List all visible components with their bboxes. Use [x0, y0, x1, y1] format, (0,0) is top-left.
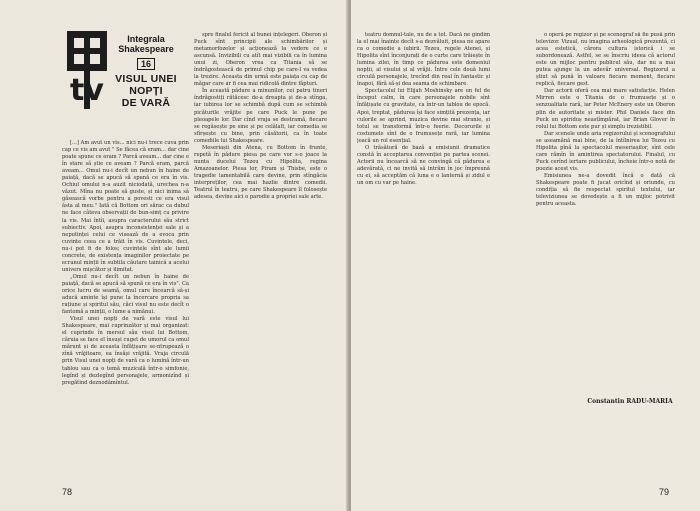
article-title-line1: VISUL UNEI	[115, 73, 177, 85]
paragraph: spre finalul fericit al bunei înțelegeri. Oberon și Puck sînt principii ale schimbărilor și metamorfozelor și acționează la vedere ce e ascunsă. Invizibili cu atît mai vizibili ca în lumina unui zi, Oberon vrea ca Titania să se îndrăgostească de primul chip pe care-l va vedea la trezire. Aceasta din urmă este paiața cu cap de măgar care ar fi cea mai ridicolă dintre făpturi.	[194, 32, 327, 88]
paragraph: Meseriașii din Atena, cu Bottom în frunte, repetă în pădure piesa pe care vor s-o joace la nunta ducelui Tezeu cu Hipolita, regina Amazoanelor. Piesa lor, Piram și Thisbe, este o tragedie lamentabilă care devine, prin stîngăcia interpreților, cea mai hazlie dintre comedii. Teatrul în teatru, pe care Shakespeare îl folosește adesea, devine aici o parodie a propriei sale arte.	[194, 144, 327, 201]
paragraph: [...] Am avut un vis... nici nu-i trece cuva prin cap ce vis am avut " Se făcea că eram... dar cine poate spune ce eram ? Parcă aveam... dar cine e în stare să știe ce aveam ? Parcă eram, parcă aveam... Omul nu-i decît un nebun în haine de paiață, dacă se apucă să spună ce era în vis. Ochiul omului n-a auzit niciodată, urechea n-a văzut. Mîna nu poate să guste, și nici inima să găsească vorbe pentru a povesti ce era visul ăsta al meu." Iată că Bottom ori sărac ca dubul ne face câteva observații de bun-simț cu privire la vis. Mai întîi, asupra caracterului său strict subiectiv. Apoi, asupra inconsistenței sale și a neputinței celui ce visează de a evoca prin cuvinte ceea ce a trăit în vis. Cuvintele, deci, nu-i pot fi de folos; cuvintele sînt ale lumii concrete, de existența imaginilor proiectate pe ecranul minții în subtila căutare tainică a acelui univers mișcător și ilimitat.	[62, 140, 189, 273]
page-number-left: 78	[62, 487, 73, 497]
paragraph: o operă pe regizor și pe scenograf să fie pusă prin televizor. Vizual, nu imagina arheologică prezentă, ci acea estetică, cărora cultura istorică i se subordonează. Astfel, se se înscriu ideea că actorul este un mijloc pentru publicul său, dar nu a mai putea ajunge la un adevăr universal. Regizorul a știut să pună în valoare fiecare moment, fiecare replică, fiecare gest.	[536, 32, 675, 88]
article-title-line3: DE VARĂ	[121, 97, 171, 109]
series-name-line2: Shakespeare	[118, 44, 174, 54]
author-signature: Constantin RADU-MARIA	[587, 398, 673, 405]
text-column-1	[62, 140, 189, 470]
paragraph: Dar actorii oferă cea mai mare satisfacție. Helen Mirren este o Titania de o frumusețe și o senzualitate rară, iar Peter McEnery este un Oberon plin de autoritate și mister. Phil Daniels face din Puck un spiriduș neastîmpărat, iar Brian Glover în rolul lui Bottom este pur și simplu irezistibil.	[536, 88, 675, 130]
article-heading	[113, 34, 179, 109]
tv-logo-icon	[66, 30, 108, 110]
paragraph: Visul unei nopți de vară este visul lui Shakespeare, mai cuprinzător și mai organizat: el cuprinde în mersul său visul lui Bottom, căruia se face el însuși cuget de umorul ca omul mărunt și de aceasta înfățișare se-ntrupează o zînă vrăjitoare, ea însăși vrăjită. Vraja circulă prin Visul unei nopți de vară ca o lumină într-un tablou sau ca o temă muzicală într-o simfonie, legînd și dezlegînd personajele, armonizînd și pregătind deznodămîntul.	[62, 316, 189, 386]
text-column-2	[194, 32, 327, 470]
paragraph: Dar scenele unde aria regizorului și scenografului se aseamănă mai bine, de la întîlnirea lui Tezeu cu Hipolita pînă la spectacolul meseriașilor, sînt cele care rămîn în amintirea spectatorului. Finalul, cu Puck cerînd iertare publicului, încheie într-o notă de poezie acest vis.	[536, 130, 675, 172]
paragraph: Spectacolul lui Elijah Moshinsky are un fel de început calm, în care personajele nobile sînt înfățișate cu gravitate, ca într-un tablou de epocă. Apoi, treptat, pădurea își face simțită prezența, iar culorile se aprind, muzica devine mai stranie, și totul se transformă într-o feerie. Decorurile și costumele sînt de o frumusețe rară, iar lumina joacă un rol esențial.	[357, 88, 490, 144]
paragraph: Emisiunea ne-a dovedit încă o dată că Shakespeare poate fi jucat oricînd și oriunde, cu condiția să fie respectat spiritul textului, iar televiziunea se dovedește a fi un mijloc potrivit pentru aceasta.	[536, 172, 675, 208]
article-title-line2: NOPȚI	[129, 85, 163, 97]
text-column-3	[357, 32, 490, 472]
logo-letters: tv	[70, 73, 104, 108]
paragraph: O trăsătură de bază a emisiunii dramatice constă în acceptarea convenției pe partea scenei. Actorii nu încearcă să ne convingă că pădurea e adevărată, ci ne invită să intrăm în joc împreună cu ei, să acceptăm că luna e o lanternă și zidul e un om cu var pe haine.	[357, 144, 490, 186]
text-column-4	[536, 32, 675, 390]
series-number: 16	[137, 58, 155, 70]
page-number-right: 79	[659, 487, 670, 497]
left-page	[0, 0, 349, 511]
paragraph: teatru domnul-tale, nu de a tot. Dacă ne gîndim la el mai înainte decît s-a dezvăluit, piesa ne apare ca o comedie a iubirii. Tezeu, regele Atenei, și Hipolita sînt înconjurați de o curte care trăiește în lumina zilei, în timp ce pădurea este domeniul nopții, al visului și al vrăjii. Între cele două lumi circulă personajele, trecînd din real în fantastic și înapoi, fără să-și dea seama de schimbare.	[357, 32, 490, 88]
paragraph: În această pădure a minunilor, cei patru tineri îndrăgostiți rătăcesc de-a dreapta și de-a stînga, iar iubirea lor se schimbă după cum se schimbă picăturile vrăjite pe care Puck le pune pe pleoapele lor. Dar cînd vraja se destramă, fiecare se regăsește pe sine și pe celălalt, iar comedia se sfîrșește cu bine, prin căsătorii, ca în toate comediile lui Shakespeare.	[194, 88, 327, 144]
right-page	[351, 0, 700, 511]
series-name-line1: Integrala	[127, 34, 165, 44]
paragraph: „Omul nu-i decît un nebun în haine de paiață, dacă se apucă să spună ce era în vis". Ca orice lucru de seamă, omul care încearcă să-și aducă aminte își pune la încercare propria sa rațiune și spiritul său, căci visul nu este decît o fantomă a minții, o lume a nimănui.	[62, 273, 189, 316]
